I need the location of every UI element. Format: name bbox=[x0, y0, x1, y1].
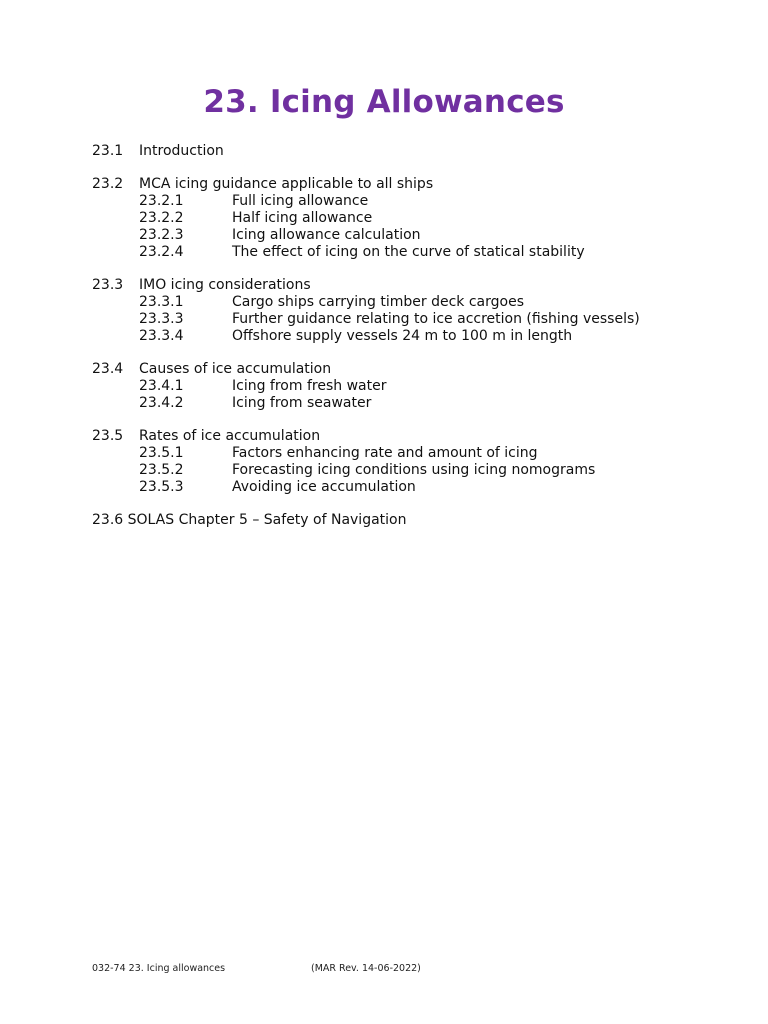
section-label: MCA icing guidance applicable to all ships bbox=[139, 176, 434, 192]
toc-subsection-row bbox=[92, 227, 712, 244]
subsection-number: 23.4.1 bbox=[139, 378, 184, 394]
toc-heading-row bbox=[92, 277, 712, 294]
toc-section-23-2 bbox=[92, 176, 712, 261]
toc-subsection-row bbox=[92, 445, 712, 462]
toc-section-23-1 bbox=[92, 143, 712, 160]
subsection-number: 23.5.1 bbox=[139, 445, 184, 461]
toc-final-line: 23.6 SOLAS Chapter 5 – Safety of Navigation bbox=[92, 512, 407, 528]
subsection-number: 23.3.1 bbox=[139, 294, 184, 310]
subsection-number: 23.3.3 bbox=[139, 311, 184, 327]
toc-subsection-row bbox=[92, 395, 712, 412]
subsection-label: Forecasting icing conditions using icing nomograms bbox=[232, 462, 596, 478]
toc-subsection-row bbox=[92, 311, 712, 328]
toc-subsection-row bbox=[92, 479, 712, 496]
toc-section-23-6 bbox=[92, 512, 712, 529]
toc-subsection-row bbox=[92, 294, 712, 311]
section-number: 23.1 bbox=[92, 143, 124, 159]
toc-section-23-3 bbox=[92, 277, 712, 345]
section-label: Rates of ice accumulation bbox=[139, 428, 321, 444]
footer-document-ref: 032-74 23. Icing allowances bbox=[92, 963, 226, 974]
toc-subsection-row bbox=[92, 328, 712, 345]
page-title: 23. Icing Allowances bbox=[203, 84, 565, 120]
toc-subsection-row bbox=[92, 193, 712, 210]
section-label: Introduction bbox=[139, 143, 224, 159]
footer-revision: (MAR Rev. 14-06-2022) bbox=[311, 963, 421, 974]
section-label: Causes of ice accumulation bbox=[139, 361, 332, 377]
section-label: IMO icing considerations bbox=[139, 277, 311, 293]
section-number: 23.2 bbox=[92, 176, 124, 192]
section-number: 23.4 bbox=[92, 361, 124, 377]
toc-section-23-4 bbox=[92, 361, 712, 412]
toc-subsection-row bbox=[92, 244, 712, 261]
subsection-label: Full icing allowance bbox=[232, 193, 369, 209]
subsection-number: 23.2.4 bbox=[139, 244, 184, 260]
toc-heading-row bbox=[92, 176, 712, 193]
subsection-number: 23.3.4 bbox=[139, 328, 184, 344]
subsection-number: 23.2.2 bbox=[139, 210, 184, 226]
subsection-label: Offshore supply vessels 24 m to 100 m in length bbox=[232, 328, 573, 344]
subsection-number: 23.4.2 bbox=[139, 395, 184, 411]
toc-section-23-5 bbox=[92, 428, 712, 496]
toc-heading-row bbox=[92, 143, 712, 160]
subsection-label: Icing allowance calculation bbox=[232, 227, 421, 243]
toc-heading-row bbox=[92, 361, 712, 378]
subsection-label: Factors enhancing rate and amount of icing bbox=[232, 445, 538, 461]
subsection-label: Avoiding ice accumulation bbox=[232, 479, 416, 495]
toc-subsection-row bbox=[92, 462, 712, 479]
subsection-number: 23.5.2 bbox=[139, 462, 184, 478]
subsection-label: Icing from seawater bbox=[232, 395, 372, 411]
subsection-number: 23.5.3 bbox=[139, 479, 184, 495]
subsection-number: 23.2.3 bbox=[139, 227, 184, 243]
toc-subsection-row bbox=[92, 210, 712, 227]
subsection-label: Cargo ships carrying timber deck cargoes bbox=[232, 294, 525, 310]
section-number: 23.5 bbox=[92, 428, 124, 444]
subsection-label: Further guidance relating to ice accretion (fishing vessels) bbox=[232, 311, 640, 327]
subsection-label: The effect of icing on the curve of statical stability bbox=[232, 244, 585, 260]
subsection-label: Half icing allowance bbox=[232, 210, 373, 226]
subsection-number: 23.2.1 bbox=[139, 193, 184, 209]
table-of-contents bbox=[92, 143, 712, 529]
toc-heading-row bbox=[92, 428, 712, 445]
section-number: 23.3 bbox=[92, 277, 124, 293]
subsection-label: Icing from fresh water bbox=[232, 378, 387, 394]
toc-subsection-row bbox=[92, 378, 712, 395]
